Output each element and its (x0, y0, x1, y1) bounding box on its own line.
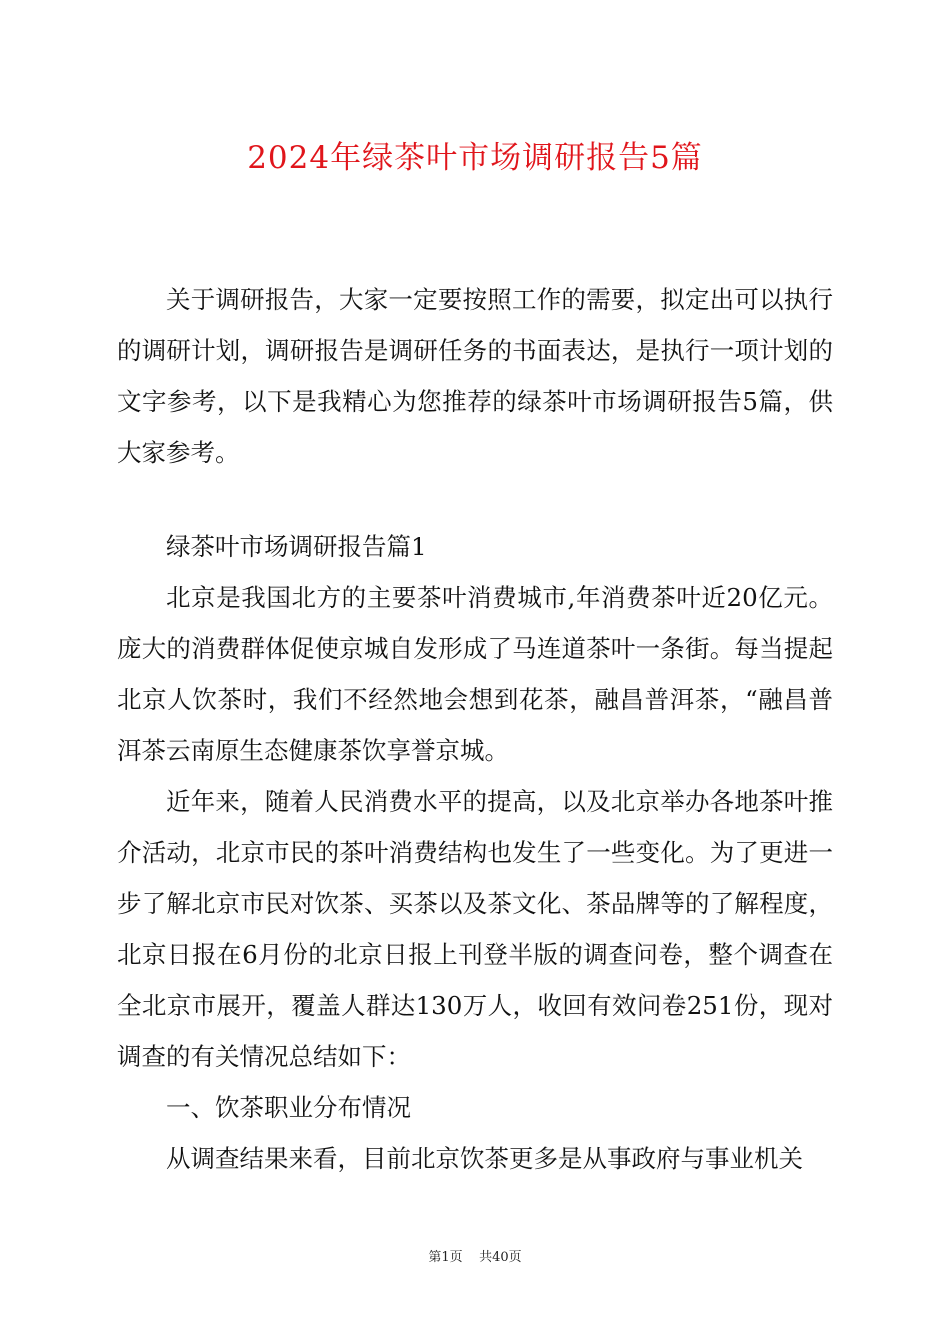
intro-paragraph: 关于调研报告，大家一定要按照工作的需要，拟定出可以执行的调研计划，调研报告是调研任务的书面表达，是执行一项计划的文字参考，以下是我精心为您推荐的绿茶叶市场调研报告5篇，供大家参考。 (117, 285, 833, 467)
document-title: 2024年绿茶叶市场调研报告5篇 (247, 140, 703, 176)
page-footer (0, 1249, 950, 1267)
paragraph-3: 从调查结果来看，目前北京饮茶更多是从事政府与事业机关 (166, 1144, 803, 1173)
intro-block (117, 274, 833, 478)
section-heading: 绿茶叶市场调研报告篇1 (166, 532, 427, 561)
subheading-occupation: 一、饮茶职业分布情况 (166, 1093, 411, 1122)
paragraph-2: 近年来，随着人民消费水平的提高，以及北京举办各地茶叶推介活动，北京市民的茶叶消费结构也发生了一些变化。为了更进一步了解北京市民对饮茶、买茶以及茶文化、茶品牌等的了解程度，北京日报在6月份的北京日报上刊登半版的调查问卷，整个调查在全北京市展开，覆盖人群达130万人，收回有效问卷251份，现对调查的有关情况总结如下： (117, 787, 833, 1071)
section-1 (117, 521, 833, 1184)
paragraph-1: 北京是我国北方的主要茶叶消费城市,年消费茶叶近20亿元。庞大的消费群体促使京城自发形成了马连道茶叶一条街。每当提起北京人饮茶时，我们不经然地会想到花茶，融昌普洱茶，“融昌普洱茶云南原生态健康茶饮享誉京城。 (117, 583, 833, 765)
page-number: 第1页 (428, 1250, 463, 1265)
page-total: 共40页 (479, 1250, 522, 1265)
